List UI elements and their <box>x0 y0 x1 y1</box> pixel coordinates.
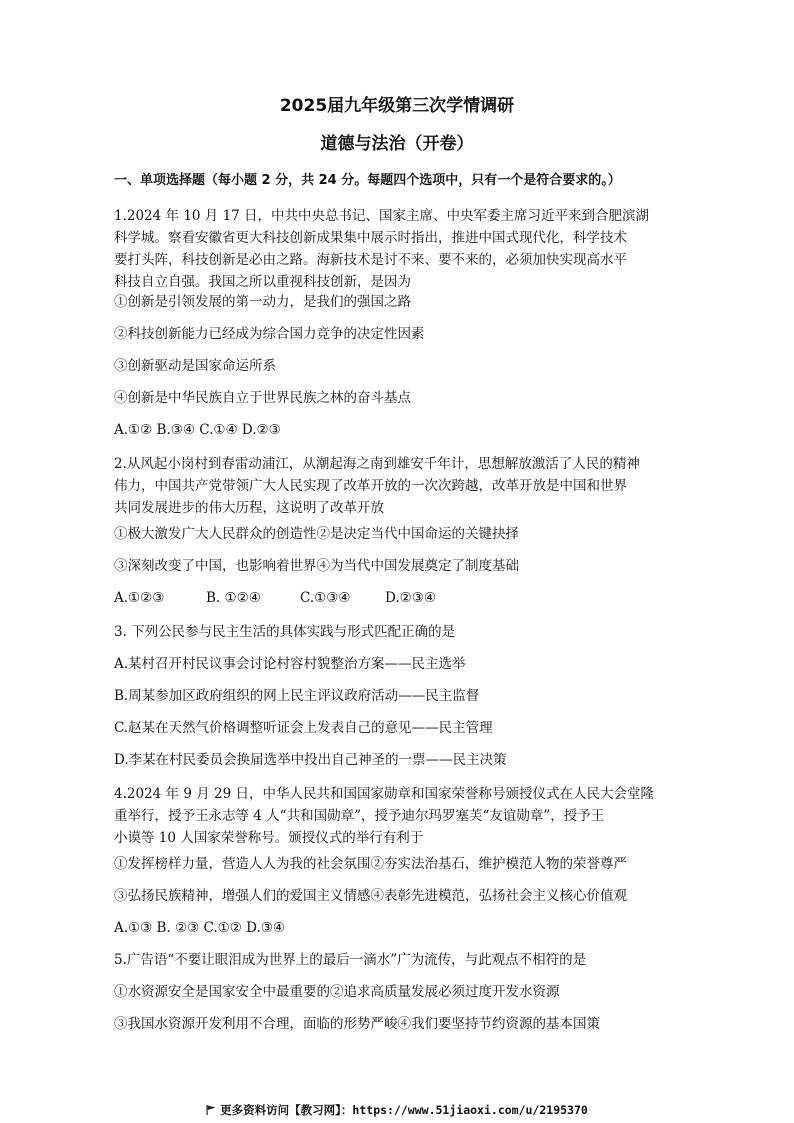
question-stem-line: 要打头阵，科技创新是必由之路。海新技术是讨不来、要不来的，必须加快实现高水平 <box>114 252 627 268</box>
section-heading: 一、单项选择题（每小题 2 分，共 24 分。每题四个选项中，只有一个是符合要求的。） <box>114 173 621 188</box>
question-stem-line: 1.2024 年 10 月 17 日，中共中央总书记、国家主席、中央军委主席习近平来到合肥滨湖 <box>114 208 650 224</box>
question-item: ①发挥榜样力量，营造人人为我的社会氛围②夯实法治基石，维护模范人物的荣誉尊严 <box>114 856 627 872</box>
question-stem-line: 2.从风起小岗村到春雷动浦江，从潮起海之南到雄安千年计，思想解放激活了人民的精神 <box>114 456 640 472</box>
question-stem-line: 科学城。察看安徽省更大科技创新成果集中展示时指出，推进中国式现代化，科学技术 <box>114 230 627 246</box>
question-stem-line: 小谟等 10 人国家荣誉称号。颁授仪式的举行有利于 <box>114 830 424 846</box>
question-item: ③我国水资源开发利用不合理，面临的形势严峻④我们要坚持节约资源的基本国策 <box>114 1016 600 1032</box>
question-stem-line: 重举行，授予王永志等 4 人“共和国勋章”，授予迪尔玛罗塞芙“友谊勋章”，授予王 <box>114 808 605 824</box>
question-stem-line: 共同发展进步的伟大历程，这说明了改革开放 <box>114 500 384 516</box>
question-item: ①创新是引领发展的第一动力，是我们的强国之路 <box>114 294 411 310</box>
footer-link[interactable] <box>0 1102 794 1118</box>
answer-options <box>114 589 694 607</box>
question-stem-line: 3. 下列公民参与民主生活的具体实践与形式匹配正确的是 <box>114 624 456 640</box>
option-d: D.②③④ <box>385 590 436 606</box>
question-stem-line: 伟力，中国共产党带领广大人民实现了改革开放的一次次跨越，改革开放是中国和世界 <box>114 478 627 494</box>
footer-text: 更多资料访问【教习网】：https://www.51jiaoxi.com/u/2195370 <box>220 1103 588 1117</box>
option-c: C.①③④ <box>300 590 351 606</box>
question-stem-line: 5.广告语“不要让眼泪成为世界上的最后一滴水”广为流传，与此观点不相符的是 <box>114 952 587 968</box>
question-item: C.赵某在天然气价格调整听证会上发表自己的意见——民主管理 <box>114 720 493 736</box>
question-item: D.李某在村民委员会换届选举中投出自己神圣的一票——民主决策 <box>114 752 507 768</box>
question-item: ①水资源安全是国家安全中最重要的②追求高质量发展必须过度开发水资源 <box>114 984 560 1000</box>
question-stem-line: 4.2024 年 9 月 29 日，中华人民共和国国家勋章和国家荣誉称号颁授仪式在人民大会堂隆 <box>114 786 654 802</box>
question-item: A.某村召开村民议事会讨论村容村貌整治方案——民主选举 <box>114 656 466 672</box>
question-item: ③弘扬民族精神，增强人们的爱国主义情感④表彰先进模范，弘扬社会主义核心价值观 <box>114 888 627 904</box>
answer-options: A.①② B.③④ C.①④ D.②③ <box>114 422 281 438</box>
question-item: ②科技创新能力已经成为综合国力竞争的决定性因素 <box>114 326 425 342</box>
question-item: B.周某参加区政府组织的网上民主评议政府活动——民主监督 <box>114 688 480 704</box>
question-item: ④创新是中华民族自立于世界民族之林的奋斗基点 <box>114 390 411 406</box>
flag-icon <box>206 1105 216 1115</box>
exam-subtitle: 道德与法治（开卷） <box>320 134 474 154</box>
option-a: A.①②③ <box>114 590 165 606</box>
question-item: ③创新驱动是国家命运所系 <box>114 358 276 374</box>
exam-title: 2025届九年级第三次学情调研 <box>279 96 515 116</box>
question-item: ③深刻改变了中国，也影响着世界④为当代中国发展奠定了制度基础 <box>114 558 519 574</box>
answer-options: A.①③ B. ②③ C.①② D.③④ <box>114 920 286 936</box>
option-b: B. ①②④ <box>206 590 261 606</box>
question-stem-line: 科技自立自强。我国之所以重视科技创新，是因为 <box>114 274 411 290</box>
question-item: ①极大激发广大人民群众的创造性②是决定当代中国命运的关键抉择 <box>114 526 519 542</box>
